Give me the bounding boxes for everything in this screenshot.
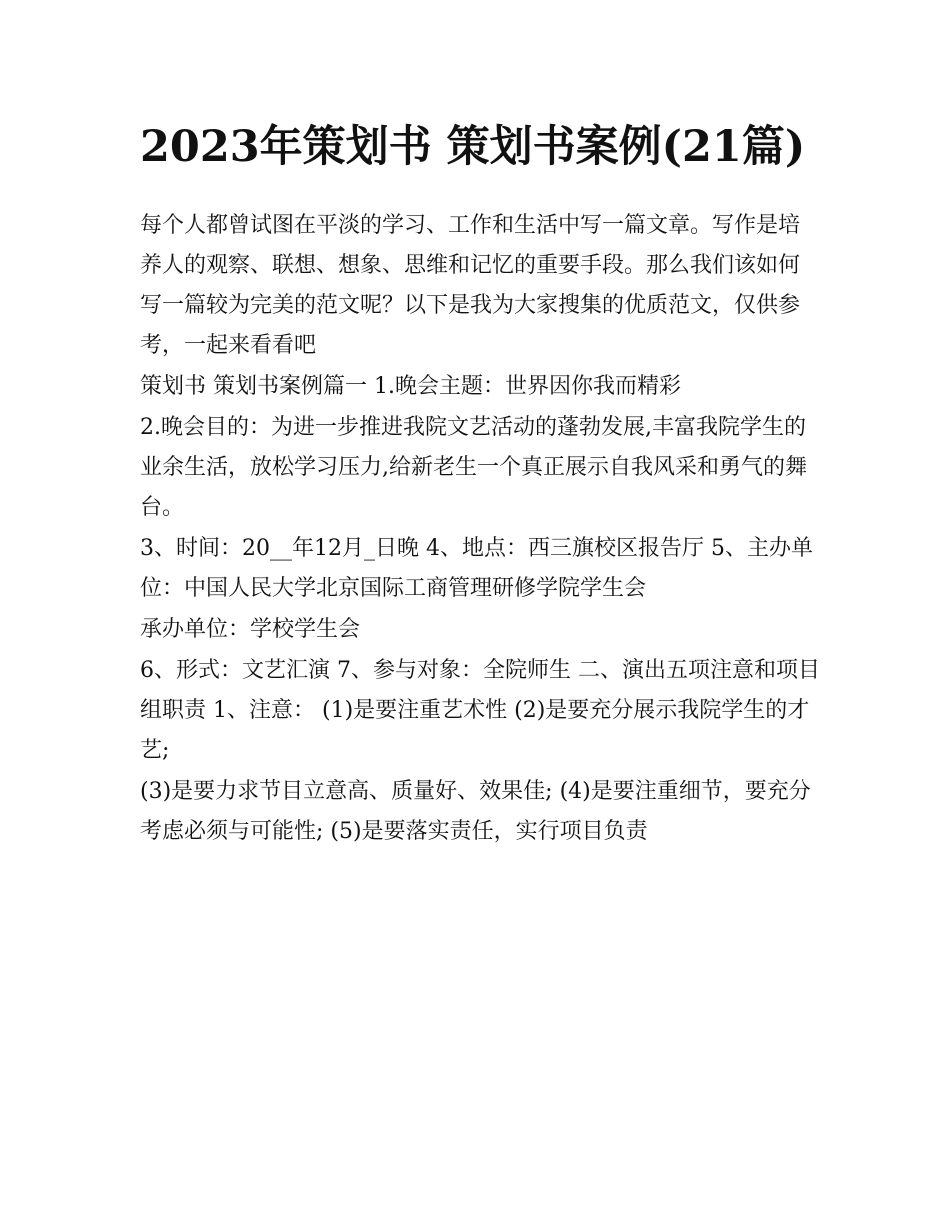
document-title: 2023年策划书 策划书案例(21篇) [140,122,806,172]
time-location-paragraph: 3、时间：20__年12月_日晚 4、地点：西三旗校区报告厅 5、主办单位：中国人民大学北京国际工商管理研修学院学生会 [140,536,813,601]
document-page [140,112,820,853]
purpose-paragraph: 2.晚会目的：为进一步推进我院文艺活动的蓬勃发展,丰富我院学生的业余生活，放松学习压力,给新老生一个真正展示自我风采和勇气的舞台。 [140,415,807,520]
section-heading-paragraph: 策划书 策划书案例篇一 1.晚会主题：世界因你我而精彩 [140,374,681,399]
intro-paragraph: 每个人都曾试图在平淡的学习、工作和生活中写一篇文章。写作是培养人的观察、联想、想象、思维和记忆的重要手段。那么我们该如何写一篇较为完美的范文呢？以下是我为大家搜集的优质范文，仅供参考，一起来看看吧 [140,213,801,358]
requirements-paragraph: (3)是要力求节目立意高、质量好、效果佳; (4)是要注重细节，要充分考虑必须与可能性; (5)是要落实责任，实行项目负责 [140,779,811,844]
format-paragraph: 6、形式：文艺汇演 7、参与对象：全院师生 二、演出五项注意和项目组职责 1、注意： (1)是要注重艺术性 (2)是要充分展示我院学生的才艺; [140,658,820,763]
organizer-paragraph: 承办单位：学校学生会 [140,617,361,642]
